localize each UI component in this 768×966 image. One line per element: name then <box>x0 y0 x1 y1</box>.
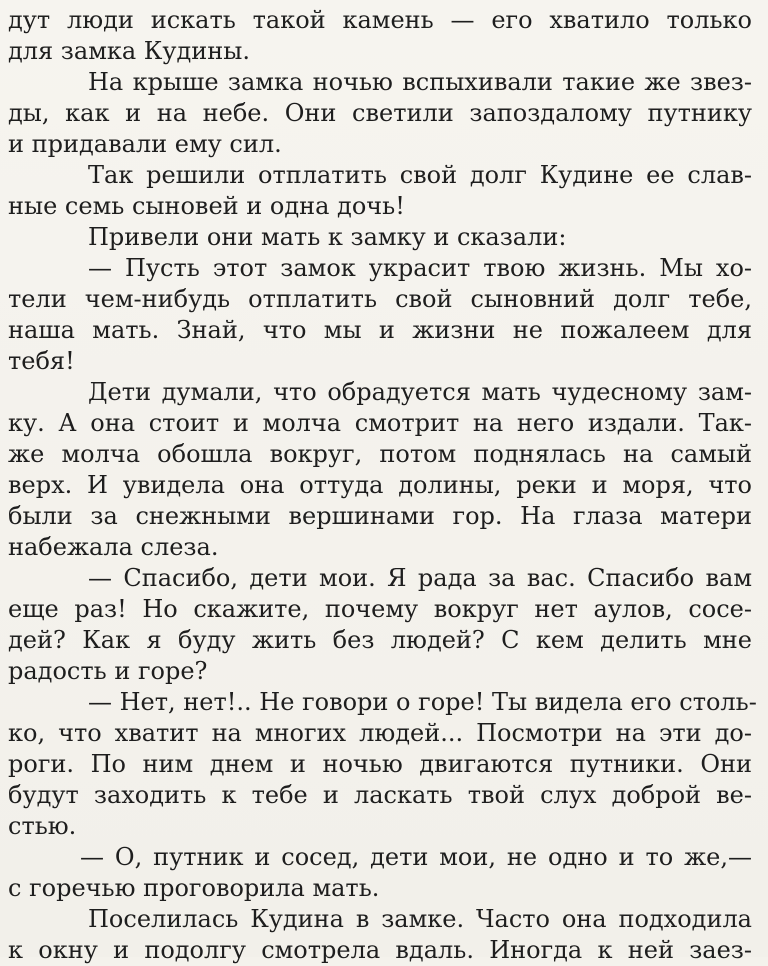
text-line: роги. По ним днем и ночью двигаются путники. Они <box>8 750 752 778</box>
text-line: ды, как и на небе. Они светили запоздалому путнику <box>8 99 752 127</box>
text-line: набежала слеза. <box>8 533 219 561</box>
text-line: ко, что хватит на многих людей... Посмотри на эти до- <box>8 719 752 747</box>
text-line: Поселилась Кудина в замке. Часто она подходила <box>88 905 752 933</box>
text-line: верх. И увидела она оттуда долины, реки и моря, что <box>8 471 752 499</box>
text-line: будут заходить к тебе и ласкать твой слух доброй ве- <box>8 781 752 809</box>
text-line: Так решили отплатить свой долг Кудине ее слав- <box>88 161 752 189</box>
text-line: Дети думали, что обрадуется мать чудесному зам- <box>88 378 752 406</box>
text-line: тели чем-нибудь отплатить свой сыновний долг тебе, <box>8 285 752 313</box>
text-line: для замка Кудины. <box>8 37 250 65</box>
text-line: ные семь сыновей и одна дочь! <box>8 192 405 220</box>
text-line: радость и горе? <box>8 657 208 685</box>
text-line: к окну и подолгу смотрела вдаль. Иногда к ней заез- <box>8 936 752 964</box>
text-line: тебя! <box>8 347 75 375</box>
text-line: еще раз! Но скажите, почему вокруг нет аулов, сосе- <box>8 595 752 623</box>
text-line: На крыше замка ночью вспыхивали такие же звез- <box>88 68 752 96</box>
text-line: дей? Как я буду жить без людей? С кем делить мне <box>8 626 752 654</box>
text-line: же молча обошла вокруг, потом поднялась на самый <box>8 440 752 468</box>
text-line: — Нет, нет!.. Не говори о горе! Ты видела его столь- <box>88 688 757 716</box>
text-line: с горечью проговорила мать. <box>8 874 380 902</box>
text-line: — Пусть этот замок украсит твою жизнь. Мы хо- <box>88 254 752 282</box>
text-line: — О, путник и сосед, дети мои, не одно и то же,— <box>80 843 752 871</box>
text-line: ку. А она стоит и молча смотрит на него издали. Так- <box>8 409 752 437</box>
text-line: наша мать. Знай, что мы и жизни не пожалеем для <box>8 316 752 344</box>
text-line: — Спасибо, дети мои. Я рада за вас. Спасибо вам <box>88 564 752 592</box>
text-line: Привели они мать к замку и сказали: <box>88 223 567 251</box>
text-line: дут люди искать такой камень — его хватило только <box>8 6 752 34</box>
text-line: стью. <box>8 812 77 840</box>
text-line: были за снежными вершинами гор. На глаза матери <box>8 502 752 530</box>
text-line: и придавали ему сил. <box>8 130 282 158</box>
